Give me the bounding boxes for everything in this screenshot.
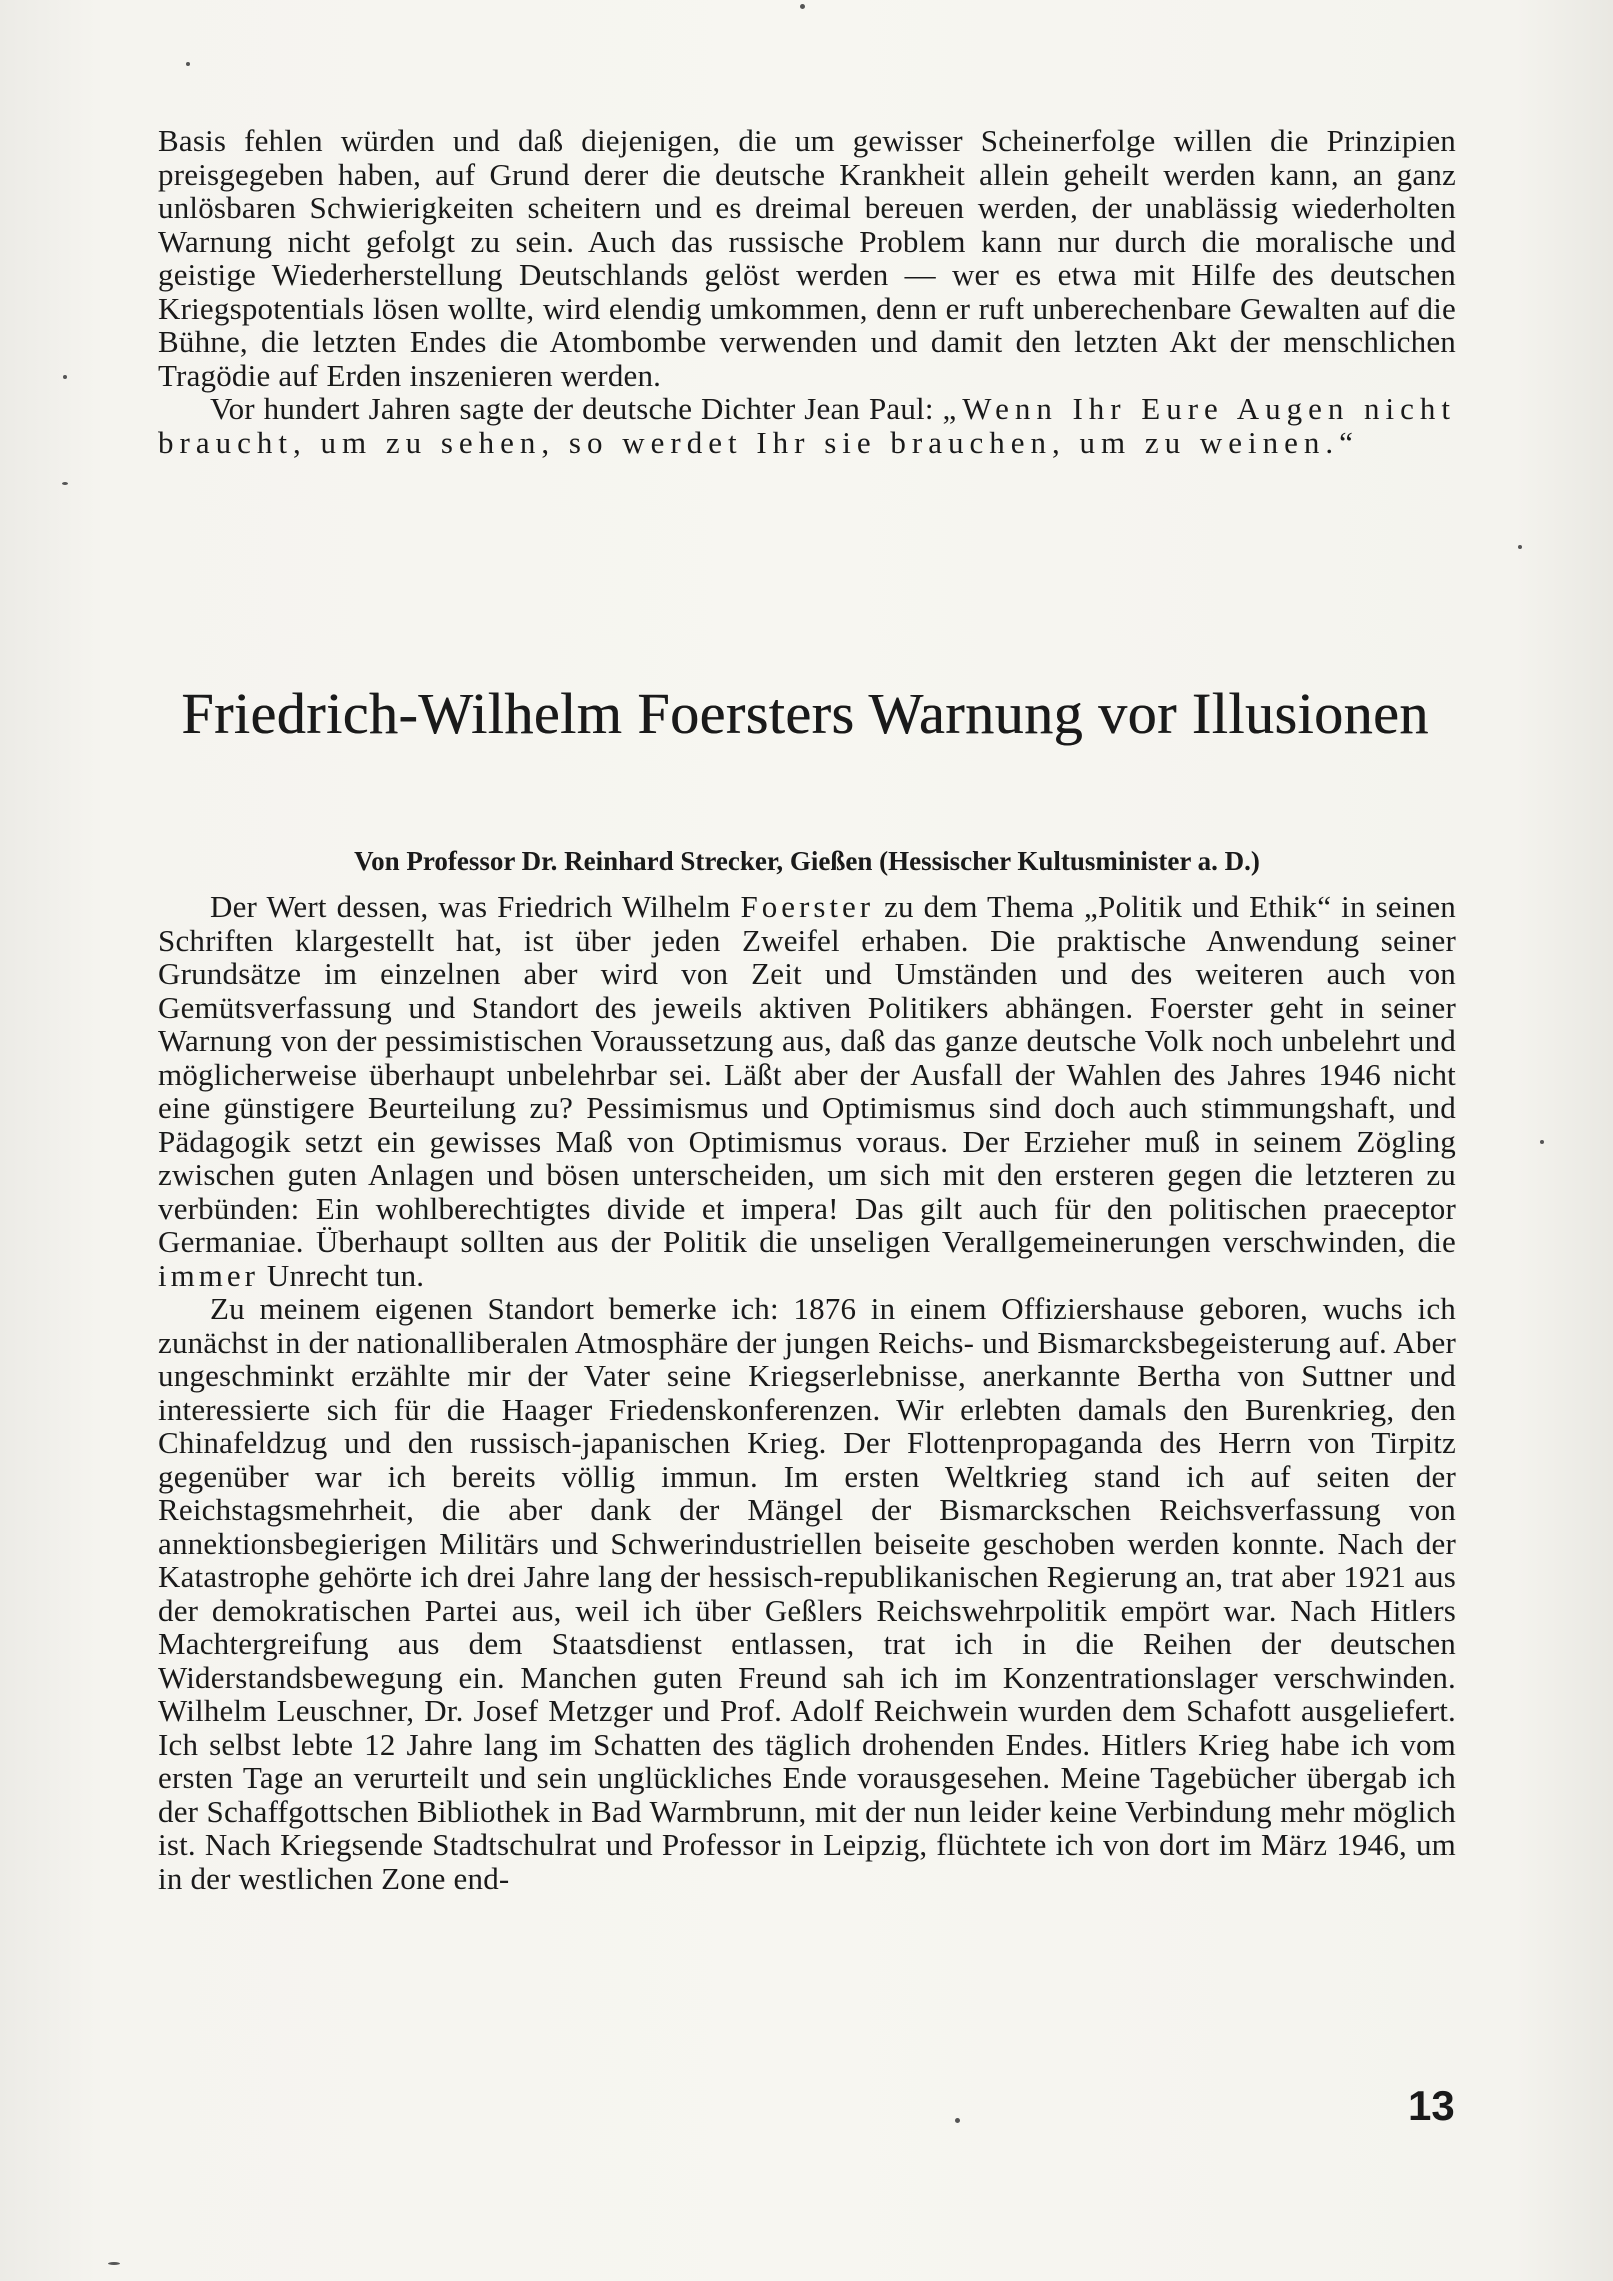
scan-speck (1518, 545, 1522, 549)
p1-name-spaced: Foerster (740, 889, 875, 924)
scan-speck (955, 2118, 960, 2123)
scan-speck (1540, 1140, 1544, 1144)
scan-speck (63, 375, 67, 379)
p1-part-a: Der Wert dessen, was Friedrich Wilhelm (210, 889, 741, 924)
p1-part-c: Unrecht tun. (258, 1257, 425, 1293)
p1-emphasis-spaced: immer (158, 1257, 259, 1293)
intro-paragraph: Basis fehlen würden und daß diejenigen, die um gewisser Scheinerfolge willen die Prinzipien preisgegeben haben, auf Grund derer die deutsche Krankheit allein geheilt werden kann, an ganz unlösbaren Schwierigkeiten scheitern und es dreimal bereuen werden, der unablässig wiederholten Warnung nicht gefolgt zu sein. Auch das russische Problem kann nur durch die moralische und geistige Wiederherstellung Deutschlands gelöst werden — wer es etwa mit Hilfe des deutschen Kriegspotentials lösen wollte, wird elendig umkommen, denn er ruft unberechenbare Gewalten auf die Bühne, die letzten Endes die Atombombe verwenden und damit den letzten Akt der menschlichen Tragödie auf Erden inszenieren werden. (158, 123, 1456, 393)
scan-speck (800, 4, 805, 9)
p1-part-b: zu dem Thema „Politik und Ethik“ in seinen Schriften klargestellt hat, ist über jeden Zweifel erhaben. Die praktische Anwendung seiner Grundsätze im einzelnen aber wird von Zeit und Umständen und des weiteren auch von Gemütsverfassung und Standort des jeweils aktiven Politikers abhängen. Foerster geht in seiner Warnung von der pessimistischen Voraussetzung aus, daß das ganze deutsche Volk noch unbelehrt und möglicherweise überhaupt unbelehrbar sei. Läßt aber der Ausfall der Wahlen des Jahres 1946 nicht eine günstigere Beurteilung zu? Pessimismus und Optimismus sind doch auch stimmungshaft, und Pädagogik setzt ein gewisses Maß von Optimismus voraus. Der Erzieher muß in seinem Zögling zwischen guten Anlagen und bösen unterscheiden, um sich mit den ersteren gegen die letzteren zu verbünden: Ein wohlberechtigtes divide et impera! Das gilt auch für den politischen praeceptor Germaniae. Überhaupt sollten aus der Politik die unseligen Verallgemeinerungen verschwinden, die (158, 889, 1456, 1259)
scan-speck (108, 2262, 120, 2265)
jean-paul-paragraph (158, 392, 1456, 459)
article-byline: Von Professor Dr. Reinhard Strecker, Gießen (Hessischer Kultusminister a. D.) (354, 846, 1260, 876)
article-title: Friedrich-Wilhelm Foersters Warnung vor Illusionen (181, 681, 1429, 746)
jean-paul-lead: Vor hundert Jahren sagte der deutsche Dichter Jean Paul: (210, 391, 943, 426)
intro-text-block (158, 124, 1456, 459)
body-paragraph-2: Zu meinem eigenen Standort bemerke ich: 1876 in einem Offiziershause geboren, wuchs ich zunächst in der nationalliberalen Atmosphäre der jungen Reichs- und Bismarcksbegeisterung auf. Aber ungeschminkt erzählte mir der Vater seine Kriegserlebnisse, anerkannte Bertha von Suttner und interessierte sich für die Haager Friedenskonferenzen. Wir erlebten damals den Burenkrieg, den Chinafeldzug und den russisch-japanischen Krieg. Der Flottenpropaganda des Herrn von Tirpitz gegenüber war ich bereits völlig immun. Im ersten Weltkrieg stand ich auf seiten der Reichstagsmehrheit, die aber dank der Mängel der Bismarckschen Reichsverfassung von annektionsbegierigen Militärs und Schwerindustriellen beiseite geschoben werden konnte. Nach der Katastrophe gehörte ich drei Jahre lang der hessisch-republikanischen Regierung an, trat aber 1921 aus der demokratischen Partei aus, weil ich über Geßlers Reichswehrpolitik empört war. Nach Hitlers Machtergreifung aus dem Staatsdienst entlassen, trat ich in die Reihen der deutschen Widerstandsbewegung ein. Manchen guten Freund sah ich im Konzentrationslager verschwinden. Wilhelm Leuschner, Dr. Josef Metzger und Prof. Adolf Reichwein wurden dem Schafott ausgeliefert. Ich selbst lebte 12 Jahre lang im Schatten des täglich drohenden Endes. Hitlers Krieg habe ich vom ersten Tage an verurteilt und sein unglückliches Ende vorausgesehen. Meine Tagebücher übergab ich der Schaffgottschen Bibliothek in Bad Warmbrunn, mit der nun leider keine Verbindung mehr möglich ist. Nach Kriegsende Stadtschulrat und Professor in Leipzig, flüchtete ich von dort im März 1946, um in der westlichen Zone end- (158, 1291, 1456, 1896)
jean-paul-quote: „Wenn Ihr Eure Augen nicht braucht, um zu sehen, so werdet Ihr sie brauchen, um zu weinen.“ (158, 391, 1456, 460)
page-number: 13 (1408, 2082, 1455, 2129)
scan-speck (186, 62, 190, 66)
scan-speck (62, 482, 68, 485)
body-paragraph-1 (158, 890, 1456, 1292)
article-body (158, 890, 1456, 1895)
